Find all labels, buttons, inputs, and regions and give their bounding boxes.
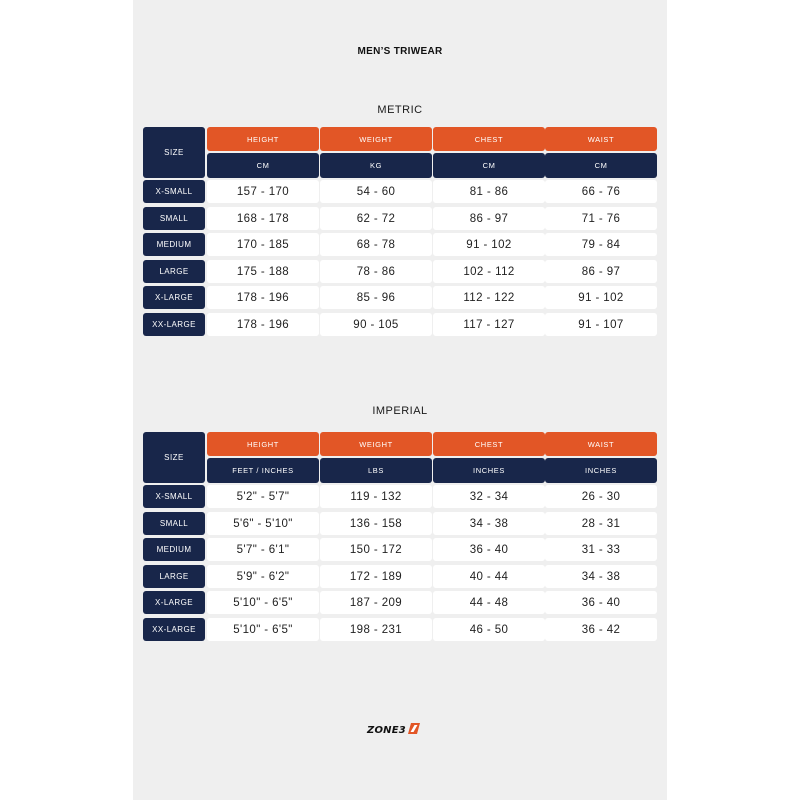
size-column-header: SIZE [143, 127, 205, 178]
size-row-label: X-LARGE [143, 591, 205, 614]
unit-header: FEET / INCHES [207, 458, 319, 483]
table-cell: 68 - 78 [320, 233, 432, 256]
table-cell: 198 - 231 [320, 618, 432, 641]
table-cell: 26 - 30 [545, 485, 657, 508]
table-cell: 91 - 107 [545, 313, 657, 336]
brand-logo-text: ZONE3 [367, 724, 406, 736]
size-row-label: MEDIUM [143, 233, 205, 256]
table-cell: 112 - 122 [433, 286, 545, 309]
table-cell: 119 - 132 [320, 485, 432, 508]
size-row-label: XX-LARGE [143, 313, 205, 336]
table-cell: 175 - 188 [207, 260, 319, 283]
table-cell: 86 - 97 [545, 260, 657, 283]
size-chart-panel [133, 0, 667, 800]
unit-header: KG [320, 153, 432, 178]
table-cell: 34 - 38 [433, 512, 545, 535]
brand-logo [367, 723, 433, 737]
size-row-label: LARGE [143, 260, 205, 283]
unit-header: CM [207, 153, 319, 178]
table-cell: 5'2" - 5'7" [207, 485, 319, 508]
metric-heading: METRIC [377, 104, 423, 116]
imperial-heading: IMPERIAL [372, 405, 428, 417]
column-header: WEIGHT [320, 432, 432, 456]
size-row-label: X-SMALL [143, 485, 205, 508]
unit-header: INCHES [433, 458, 545, 483]
size-row-label: XX-LARGE [143, 618, 205, 641]
table-cell: 66 - 76 [545, 180, 657, 203]
table-cell: 178 - 196 [207, 313, 319, 336]
table-cell: 90 - 105 [320, 313, 432, 336]
table-cell: 5'9" - 6'2" [207, 565, 319, 588]
table-cell: 187 - 209 [320, 591, 432, 614]
size-row-label: X-SMALL [143, 180, 205, 203]
table-cell: 40 - 44 [433, 565, 545, 588]
table-cell: 81 - 86 [433, 180, 545, 203]
unit-header: CM [433, 153, 545, 178]
table-cell: 150 - 172 [320, 538, 432, 561]
table-cell: 85 - 96 [320, 286, 432, 309]
table-cell: 157 - 170 [207, 180, 319, 203]
zone3-slash-icon [408, 721, 420, 739]
size-row-label: SMALL [143, 512, 205, 535]
table-cell: 91 - 102 [545, 286, 657, 309]
table-cell: 168 - 178 [207, 207, 319, 230]
table-cell: 5'7" - 6'1" [207, 538, 319, 561]
table-cell: 78 - 86 [320, 260, 432, 283]
unit-header: CM [545, 153, 657, 178]
table-cell: 117 - 127 [433, 313, 545, 336]
table-cell: 32 - 34 [433, 485, 545, 508]
size-column-header: SIZE [143, 432, 205, 483]
table-cell: 36 - 40 [433, 538, 545, 561]
unit-header: INCHES [545, 458, 657, 483]
column-header: HEIGHT [207, 127, 319, 151]
table-cell: 5'10" - 6'5" [207, 618, 319, 641]
table-cell: 5'6" - 5'10" [207, 512, 319, 535]
unit-header: LBS [320, 458, 432, 483]
size-row-label: MEDIUM [143, 538, 205, 561]
page-title: MEN’S TRIWEAR [357, 46, 443, 57]
table-cell: 34 - 38 [545, 565, 657, 588]
table-cell: 172 - 189 [320, 565, 432, 588]
table-cell: 136 - 158 [320, 512, 432, 535]
table-cell: 54 - 60 [320, 180, 432, 203]
table-cell: 79 - 84 [545, 233, 657, 256]
column-header: WEIGHT [320, 127, 432, 151]
table-cell: 91 - 102 [433, 233, 545, 256]
column-header: HEIGHT [207, 432, 319, 456]
column-header: WAIST [545, 127, 657, 151]
table-cell: 36 - 40 [545, 591, 657, 614]
table-cell: 36 - 42 [545, 618, 657, 641]
table-cell: 31 - 33 [545, 538, 657, 561]
column-header: CHEST [433, 127, 545, 151]
table-cell: 62 - 72 [320, 207, 432, 230]
size-row-label: LARGE [143, 565, 205, 588]
size-row-label: X-LARGE [143, 286, 205, 309]
table-cell: 28 - 31 [545, 512, 657, 535]
table-cell: 86 - 97 [433, 207, 545, 230]
table-cell: 44 - 48 [433, 591, 545, 614]
size-row-label: SMALL [143, 207, 205, 230]
table-cell: 170 - 185 [207, 233, 319, 256]
table-cell: 71 - 76 [545, 207, 657, 230]
table-cell: 102 - 112 [433, 260, 545, 283]
column-header: CHEST [433, 432, 545, 456]
table-cell: 5'10" - 6'5" [207, 591, 319, 614]
table-cell: 178 - 196 [207, 286, 319, 309]
table-cell: 46 - 50 [433, 618, 545, 641]
column-header: WAIST [545, 432, 657, 456]
